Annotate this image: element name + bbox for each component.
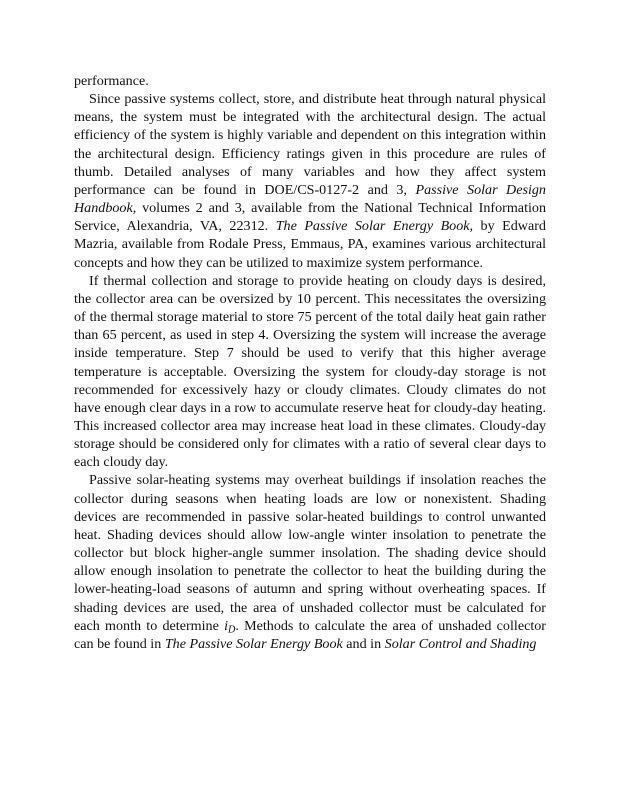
paragraph-shading-devices [74,471,546,653]
paragraph-cloudy-day-storage: If thermal collection and storage to provide heating on cloudy days is desired, the collector area can be oversized by 10 percent. This necessitates the oversizing of the thermal storage material to store 75 percent of the total daily heat gain rather than 65 percent, as used in step 4. Oversizing the system will increase the average inside temperature. Step 7 should be used to verify that this higher average temperature is acceptable. Oversizing the system for cloudy-day storage is not recommended for excessively hazy or cloudy climates. Cloudy climates do not have enough clear days in a row to accumulate reserve heat for cloudy-day heating. This increased collector area may increase heat load in these climates. Cloudy-day storage should be considered only for climates with a ratio of several clear days to each cloudy day. [74,272,546,471]
citation-passive-solar-design-handbook: Passive Solar Design Handbook, [74,181,546,217]
text-run: . Methods to calculate the area of unshaded collector can be found in [74,617,546,652]
variable-subscript-d: D [227,624,236,636]
citation-solar-control-and-shading: Solar Control and Shading [384,635,537,652]
text-run: and in [342,635,385,652]
text-run: by Edward Mazria, available from Rodale Press, Emmaus, PA, examines various architectural concepts and how they can be utilized to maximize system performance. [74,218,546,271]
text-run: Since passive systems collect, store, and distribute heat through natural physical means, the system must be integrated with the architectural design. The actual efficiency of the system is highly variable and dependent on this integration within the architectural design. Efficiency ratings given in this procedure are rules of thumb. Detailed analyses of many variables and how they affect system performance can be found in DOE/CS-0127-2 and 3, [74,91,546,198]
paragraph-continuation: performance. [74,73,149,89]
text-run: volumes 2 and 3, available from the National Technical Information Service, Alexandria, VA, 22312. [74,200,546,235]
citation-passive-solar-energy-book: The Passive Solar Energy Book, [275,218,474,235]
paragraph-passive-systems [74,90,546,272]
variable-i: i [224,617,228,634]
text-run: Passive solar-heating systems may overheat buildings if insolation reaches the collector during seasons when heating loads are low or nonexistent. Shading devices are recommended in passive solar-heated buildings to control unwanted heat. Shading devices should allow low-angle winter insolation to penetrate the collector but block higher-angle summer insolation. The shading device should allow enough insolation to penetrate the collector to heat the building during the lower-heating-load seasons of autumn and spring without overheating spaces. If shading devices are used, the area of unshaded collector must be calculated for each month to determine [74,472,546,634]
document-page [74,72,546,653]
citation-passive-solar-energy-book: The Passive Solar Energy Book [164,635,343,652]
